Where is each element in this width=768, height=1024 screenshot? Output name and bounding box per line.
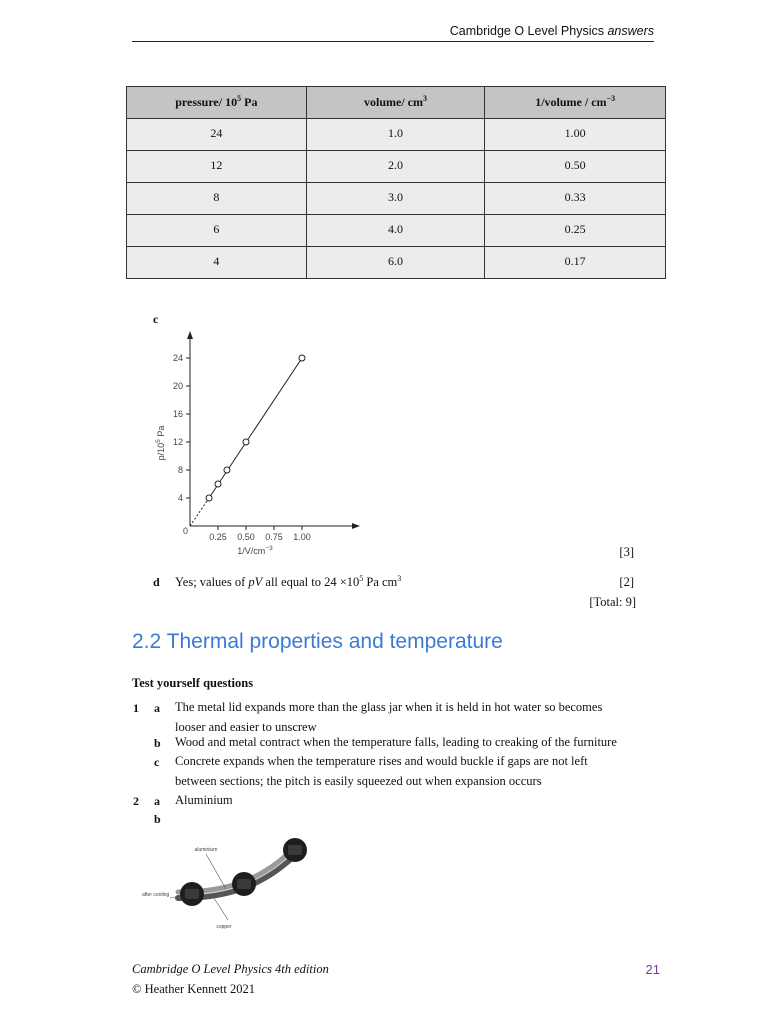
y-tick-label: 16 <box>172 409 183 419</box>
question-1c-answer: Concrete expands when the temperature rises and would buckle if gaps are not left between sections; the pitch is easily squeezed out when expansion occurs <box>175 754 588 788</box>
table-cell: 4 <box>127 247 307 279</box>
table-cell: 0.33 <box>485 183 666 215</box>
table-row <box>127 247 666 279</box>
y-tick-label: 12 <box>172 437 183 447</box>
aluminium-leader <box>206 854 226 889</box>
section-title: 2.2 Thermal properties and temperature <box>132 630 503 653</box>
test-yourself-heading: Test yourself questions <box>132 676 254 690</box>
data-point <box>243 439 249 445</box>
question-1c-label: c <box>154 755 160 769</box>
table-row <box>127 119 666 151</box>
total-marks: [Total: 9] <box>589 595 636 609</box>
data-point <box>299 355 305 361</box>
running-header-text: Cambridge O Level Physics <box>449 24 608 38</box>
question-2b-label: b <box>154 812 161 826</box>
table-cell: 12 <box>127 151 307 183</box>
graph-axes <box>187 331 360 529</box>
header-pressure: pressure/ $10^5$ Pa <box>127 87 307 119</box>
table-cell: 0.50 <box>485 151 666 183</box>
data-point <box>206 495 212 501</box>
y-tick-label: 24 <box>172 353 183 363</box>
part-d-marks: [2] <box>619 575 634 589</box>
table-cell: 3.0 <box>306 183 485 215</box>
question-1b-label: b <box>154 736 161 750</box>
table-cell: 6.0 <box>306 247 485 279</box>
x-axis-arrow <box>352 523 360 529</box>
table-cell: 24 <box>127 119 307 151</box>
header-reciprocal-volume: 1/volume / $cm^{-3}$ <box>485 87 666 119</box>
table-cell: 4.0 <box>306 215 485 247</box>
question-1a-answer: The metal lid expands more than the glass jar when it is held in hot water so becomes looser and easier to unscrew <box>175 700 603 734</box>
origin-label: 0 <box>182 526 188 536</box>
x-tick-label: 1.00 <box>293 532 311 542</box>
pressure-volume-table <box>126 86 666 279</box>
clamp-right <box>283 838 307 862</box>
question-1a-label: a <box>154 701 160 715</box>
running-header-italic: answers <box>607 24 654 38</box>
label-aluminium: aluminium <box>194 847 218 853</box>
part-c-marks: [3] <box>619 545 634 559</box>
label-after-cooling: after cooling <box>142 892 170 898</box>
running-header <box>132 24 654 38</box>
footer-book-title: Cambridge O Level Physics 4th edition <box>132 962 329 976</box>
page-number: 21 <box>645 962 660 977</box>
question-2a-label: a <box>154 794 160 808</box>
table-cell: 1.0 <box>306 119 485 151</box>
copper-leader <box>214 898 228 920</box>
y-tick-label: 20 <box>172 381 183 391</box>
header-rule <box>132 41 654 42</box>
part-d-label: d <box>153 575 160 589</box>
data-point <box>224 467 230 473</box>
x-tick-label: 0.25 <box>209 532 227 542</box>
label-copper: copper <box>216 924 232 930</box>
question-1-number: 1 <box>133 701 139 715</box>
table-row <box>127 215 666 247</box>
graph-ticks <box>173 353 311 542</box>
table-header-row <box>127 87 666 119</box>
table-cell: 8 <box>127 183 307 215</box>
footer-copyright: © Heather Kennett 2021 <box>132 982 255 996</box>
x-axis-label: $1/V/cm^{-3}$ <box>237 545 273 556</box>
table-cell: 6 <box>127 215 307 247</box>
y-tick-label: 4 <box>177 493 183 503</box>
clamp-middle <box>232 872 256 896</box>
x-tick-label: 0.75 <box>265 532 283 542</box>
header-volume: volume/ $cm^3$ <box>306 87 485 119</box>
part-d-answer: Yes; values of pV all equal to $24 \times 10^5$ Pa $cm^3$ <box>175 573 402 589</box>
clamp-left <box>180 882 204 906</box>
table-row <box>127 151 666 183</box>
part-c-label: c <box>153 312 159 326</box>
table-cell: 1.00 <box>485 119 666 151</box>
table-cell: 2.0 <box>306 151 485 183</box>
data-point <box>215 481 221 487</box>
question-2-number: 2 <box>133 794 139 808</box>
x-tick-label: 0.50 <box>237 532 255 542</box>
best-fit-line <box>209 358 302 498</box>
graph-series <box>190 355 305 526</box>
y-axis-arrow <box>187 331 193 339</box>
table-cell: 0.17 <box>485 247 666 279</box>
y-axis-label: $p/10^5$ Pa <box>155 425 166 461</box>
question-1b-answer: Wood and metal contract when the temperature falls, leading to creaking of the furniture <box>175 735 617 749</box>
question-2a-answer: Aluminium <box>175 793 233 807</box>
y-tick-label: 8 <box>177 465 183 475</box>
bimetallic-strip-diagram <box>140 832 330 937</box>
pressure-reciprocal-volume-graph <box>148 326 368 562</box>
table-row <box>127 183 666 215</box>
table-cell: 0.25 <box>485 215 666 247</box>
extrapolation-line <box>190 498 209 526</box>
